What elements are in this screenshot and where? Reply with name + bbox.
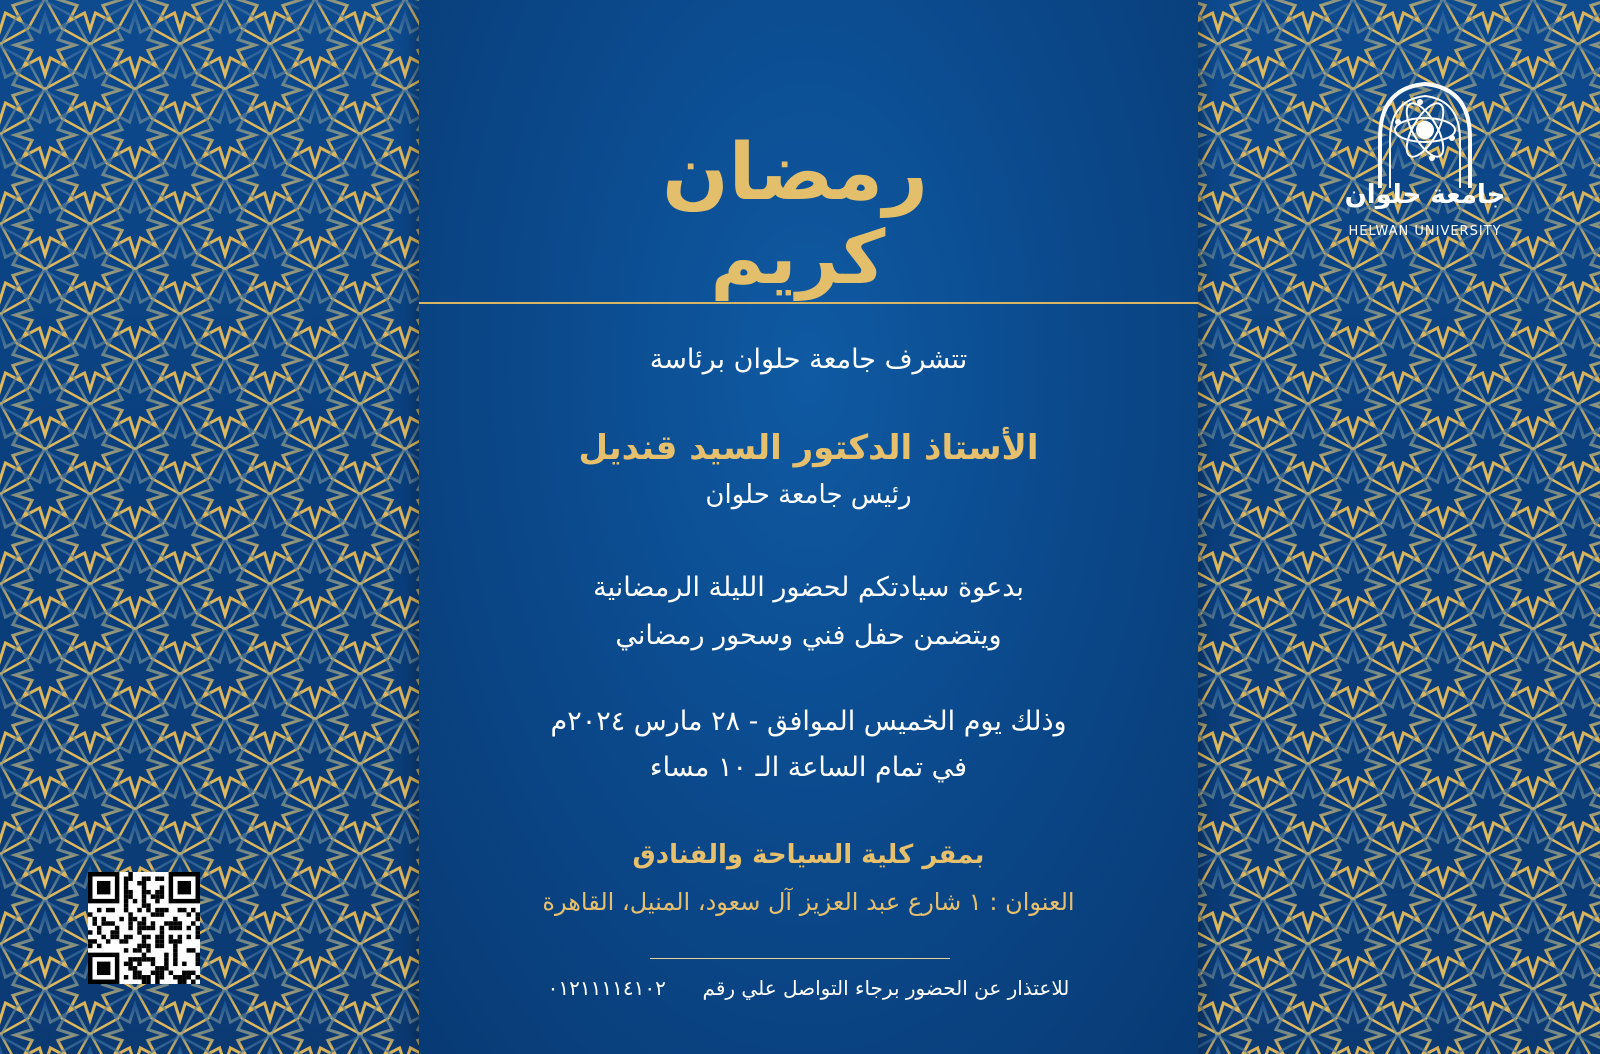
qr-module	[182, 980, 186, 984]
qr-module	[182, 975, 186, 979]
pattern-star	[195, 1005, 255, 1054]
pattern-star	[1198, 420, 1248, 480]
qr-module	[191, 971, 195, 975]
invitation-line2: ويتضمن حفل فني وسحور رمضاني	[615, 620, 1002, 651]
qr-module	[151, 962, 155, 966]
qr-module	[187, 912, 191, 916]
qr-module	[173, 953, 177, 957]
qr-module	[133, 917, 137, 921]
pattern-star	[1593, 645, 1600, 705]
qr-module	[164, 908, 168, 912]
qr-module	[124, 903, 128, 907]
pattern-star	[375, 285, 419, 345]
qr-module	[142, 980, 146, 984]
qr-module	[160, 912, 164, 916]
qr-module	[128, 926, 132, 930]
pattern-star	[1198, 780, 1248, 840]
qr-module	[164, 921, 168, 925]
qr-module	[164, 953, 168, 957]
qr-module	[137, 971, 141, 975]
pattern-star	[1198, 375, 1203, 435]
pattern-star	[375, 555, 419, 615]
pattern-star	[1198, 330, 1248, 390]
pattern-star	[105, 1005, 165, 1054]
qr-module	[146, 908, 150, 912]
qr-module	[106, 921, 110, 925]
time-line: في تمام الساعة الـ ١٠ مساء	[649, 752, 968, 783]
qr-module	[128, 935, 132, 939]
pattern-star	[1548, 1050, 1600, 1054]
qr-module	[133, 966, 137, 970]
qr-module	[151, 957, 155, 961]
qr-module	[169, 935, 173, 939]
pattern-star	[375, 15, 419, 75]
qr-module	[101, 921, 105, 925]
qr-module	[178, 926, 182, 930]
qr-module	[137, 908, 141, 912]
qr-module	[173, 957, 177, 961]
pattern-star	[1198, 870, 1248, 930]
pattern-star	[1233, 1005, 1293, 1054]
qr-finder-center	[97, 962, 110, 975]
host-title: رئيس جامعة حلوان	[705, 480, 912, 510]
qr-module	[137, 975, 141, 979]
qr-module	[124, 885, 128, 889]
qr-module	[146, 944, 150, 948]
qr-module	[187, 971, 191, 975]
helwan-university-logo-icon	[1340, 78, 1510, 248]
qr-module	[115, 930, 119, 934]
qr-module	[119, 917, 123, 921]
pattern-star	[1198, 240, 1248, 300]
qr-module	[151, 912, 155, 916]
qr-module	[128, 921, 132, 925]
qr-module	[137, 944, 141, 948]
qr-module	[142, 890, 146, 894]
qr-module	[88, 930, 92, 934]
qr-module	[151, 926, 155, 930]
qr-module	[155, 890, 159, 894]
qr-module	[160, 890, 164, 894]
intro-text: تتشرف جامعة حلوان برئاسة	[649, 344, 968, 375]
pattern-star	[1278, 1050, 1338, 1054]
qr-module	[133, 971, 137, 975]
qr-module	[128, 894, 132, 898]
qr-module	[142, 975, 146, 979]
qr-module	[101, 935, 105, 939]
qr-module	[155, 912, 159, 916]
pattern-star	[1198, 915, 1203, 975]
qr-module	[182, 962, 186, 966]
qr-module	[160, 894, 164, 898]
qr-module	[155, 944, 159, 948]
qr-module	[124, 948, 128, 952]
pattern-star	[375, 375, 419, 435]
qr-module	[146, 935, 150, 939]
qr-module	[142, 903, 146, 907]
qr-module	[115, 935, 119, 939]
qr-module	[155, 899, 159, 903]
qr-module	[187, 926, 191, 930]
qr-module	[128, 876, 132, 880]
pattern-star	[240, 1050, 300, 1054]
rsvp-label: للاعتذار عن الحضور برجاء التواصل علي رقم	[702, 976, 1070, 1000]
qr-module	[101, 917, 105, 921]
qr-module	[137, 948, 141, 952]
qr-module	[110, 908, 114, 912]
qr-module	[106, 939, 110, 943]
qr-module	[92, 917, 96, 921]
qr-module	[142, 935, 146, 939]
qr-module	[142, 957, 146, 961]
pattern-star	[1413, 1005, 1473, 1054]
pattern-star	[1593, 825, 1600, 885]
qr-module	[196, 917, 200, 921]
qr-module	[160, 975, 164, 979]
qr-module	[142, 876, 146, 880]
qr-module	[151, 921, 155, 925]
qr-module	[142, 921, 146, 925]
logo-name-english: HELWAN UNIVERSITY	[1348, 224, 1502, 239]
qr-module	[137, 930, 141, 934]
pattern-star	[1593, 465, 1600, 525]
qr-module	[155, 908, 159, 912]
qr-module	[142, 885, 146, 889]
qr-module	[128, 912, 132, 916]
gold-divider-bottom	[650, 958, 950, 959]
qr-module	[164, 966, 168, 970]
qr-module	[160, 926, 164, 930]
pattern-star	[1198, 285, 1203, 345]
ramadan-kareem-calligraphy	[662, 128, 928, 301]
venue-line: بمقر كلية السياحة والفنادق	[632, 840, 985, 870]
pattern-star	[1323, 1005, 1383, 1054]
qr-module	[169, 971, 173, 975]
pattern-star	[1593, 285, 1600, 345]
qr-module	[178, 921, 182, 925]
pattern-star	[1458, 1050, 1518, 1054]
qr-module	[155, 971, 159, 975]
qr-module	[146, 926, 150, 930]
qr-module	[160, 930, 164, 934]
qr-module	[142, 894, 146, 898]
qr-module	[164, 962, 168, 966]
qr-module	[169, 926, 173, 930]
qr-finder-center	[97, 881, 110, 894]
qr-module	[178, 980, 182, 984]
qr-module	[196, 962, 200, 966]
pattern-star	[285, 1005, 345, 1054]
qr-module	[110, 935, 114, 939]
qr-module	[124, 939, 128, 943]
qr-module	[191, 921, 195, 925]
rsvp-phone[interactable]: ٠١٢١١١١٤١٠٢	[547, 976, 666, 1000]
left-pattern-panel	[0, 0, 419, 1054]
qr-module	[124, 935, 128, 939]
qr-module	[169, 939, 173, 943]
qr-module	[133, 899, 137, 903]
pattern-star	[1503, 1005, 1563, 1054]
pattern-star	[1593, 555, 1600, 615]
qr-module	[97, 930, 101, 934]
qr-module	[160, 876, 164, 880]
qr-module	[97, 944, 101, 948]
qr-module	[146, 948, 150, 952]
qr-module	[160, 908, 164, 912]
qr-module	[155, 876, 159, 880]
pattern-star	[1198, 60, 1248, 120]
pattern-star	[1198, 690, 1248, 750]
qr-module	[169, 921, 173, 925]
qr-module	[178, 935, 182, 939]
qr-module	[173, 948, 177, 952]
pattern-star	[375, 195, 419, 255]
pattern-star	[375, 465, 419, 525]
qr-module	[196, 930, 200, 934]
qr-module	[124, 881, 128, 885]
qr-module	[110, 921, 114, 925]
pattern-star	[1198, 645, 1203, 705]
qr-module	[137, 926, 141, 930]
qr-module	[97, 908, 101, 912]
qr-module	[137, 962, 141, 966]
qr-module	[151, 971, 155, 975]
qr-module	[142, 881, 146, 885]
qr-module	[151, 894, 155, 898]
qr-module	[182, 908, 186, 912]
qr-module	[155, 894, 159, 898]
pattern-star	[150, 1050, 210, 1054]
qr-module	[173, 939, 177, 943]
qr-code-icon[interactable]	[88, 872, 200, 984]
pattern-star	[1593, 195, 1600, 255]
qr-module	[173, 962, 177, 966]
qr-module	[88, 944, 92, 948]
qr-module	[173, 926, 177, 930]
qr-module	[128, 872, 132, 876]
qr-module	[191, 980, 195, 984]
host-name: الأستاذ الدكتور السيد قنديل	[578, 428, 1039, 468]
qr-module	[196, 926, 200, 930]
qr-module	[160, 885, 164, 889]
qr-module	[191, 908, 195, 912]
pattern-star	[1198, 555, 1203, 615]
pattern-star	[1198, 825, 1203, 885]
qr-module	[124, 975, 128, 979]
pattern-star	[1593, 915, 1600, 975]
qr-finder-center	[178, 881, 191, 894]
pattern-star	[1198, 510, 1248, 570]
qr-module	[124, 876, 128, 880]
pattern-star	[1198, 150, 1248, 210]
qr-module	[124, 899, 128, 903]
qr-module	[110, 930, 114, 934]
qr-module	[142, 939, 146, 943]
pattern-star	[375, 735, 419, 795]
date-line: وذلك يوم الخميس الموافق - ٢٨ مارس ٢٠٢٤م	[550, 706, 1067, 737]
qr-module	[124, 962, 128, 966]
qr-module	[173, 944, 177, 948]
qr-module	[146, 975, 150, 979]
qr-module	[124, 890, 128, 894]
qr-module	[160, 935, 164, 939]
qr-module	[146, 957, 150, 961]
qr-module	[142, 917, 146, 921]
qr-module	[196, 953, 200, 957]
qr-module	[124, 908, 128, 912]
qr-module	[92, 939, 96, 943]
qr-module	[173, 975, 177, 979]
pattern-star	[1198, 195, 1203, 255]
qr-module	[133, 948, 137, 952]
rsvp-line	[419, 976, 1198, 1000]
qr-module	[133, 975, 137, 979]
qr-module	[187, 975, 191, 979]
qr-module	[182, 971, 186, 975]
address-line: العنوان : ١ شارع عبد العزيز آل سعود، المنيل، القاهرة	[542, 888, 1075, 916]
qr-module	[124, 894, 128, 898]
qr-module	[128, 962, 132, 966]
qr-module	[196, 975, 200, 979]
qr-module	[88, 912, 92, 916]
qr-module	[146, 890, 150, 894]
qr-module	[106, 908, 110, 912]
pattern-star	[330, 1050, 390, 1054]
qr-module	[164, 957, 168, 961]
pattern-star	[1198, 600, 1248, 660]
calligraphy-line1: رمضان	[662, 128, 928, 218]
qr-module	[196, 957, 200, 961]
qr-module	[142, 953, 146, 957]
qr-module	[142, 944, 146, 948]
qr-code-graphic	[88, 872, 200, 984]
logo-name-arabic: جامعة حلوان	[1344, 180, 1506, 210]
qr-module	[178, 908, 182, 912]
qr-module	[146, 980, 150, 984]
islamic-pattern-left	[0, 0, 419, 1054]
pattern-star	[1198, 15, 1203, 75]
pattern-star	[375, 105, 419, 165]
qr-module	[119, 939, 123, 943]
qr-module	[173, 921, 177, 925]
qr-module	[115, 926, 119, 930]
qr-module	[142, 926, 146, 930]
invitation-line1: بدعوة سيادتكم لحضور الليلة الرمضانية	[593, 572, 1024, 603]
pattern-star	[1593, 15, 1600, 75]
qr-module	[128, 890, 132, 894]
qr-module	[178, 939, 182, 943]
qr-module	[128, 917, 132, 921]
pattern-star	[375, 825, 419, 885]
qr-module	[146, 876, 150, 880]
qr-module	[155, 980, 159, 984]
qr-module	[92, 921, 96, 925]
qr-module	[88, 939, 92, 943]
qr-module	[137, 921, 141, 925]
qr-module	[160, 966, 164, 970]
qr-module	[178, 975, 182, 979]
calligraphy-line2: كريم	[710, 215, 886, 301]
pattern-star	[1593, 735, 1600, 795]
pattern-star	[1198, 960, 1248, 1020]
qr-module	[160, 944, 164, 948]
pattern-star	[375, 915, 419, 975]
qr-module	[137, 957, 141, 961]
qr-module	[128, 957, 132, 961]
pattern-star	[1368, 1050, 1428, 1054]
pattern-star	[15, 1005, 75, 1054]
qr-module	[155, 939, 159, 943]
pattern-star	[1593, 375, 1600, 435]
qr-module	[97, 926, 101, 930]
qr-module	[155, 966, 159, 970]
qr-module	[142, 899, 146, 903]
qr-module	[128, 966, 132, 970]
qr-module	[196, 912, 200, 916]
qr-module	[146, 903, 150, 907]
qr-module	[173, 917, 177, 921]
pattern-star	[1198, 105, 1203, 165]
qr-module	[155, 975, 159, 979]
qr-module	[187, 948, 191, 952]
pattern-star	[60, 1050, 120, 1054]
qr-module	[187, 935, 191, 939]
pattern-star	[1198, 735, 1203, 795]
qr-module	[155, 935, 159, 939]
pattern-star	[375, 645, 419, 705]
pattern-star	[1593, 105, 1600, 165]
qr-module	[137, 881, 141, 885]
qr-module	[133, 957, 137, 961]
gold-divider-top	[419, 302, 1198, 304]
qr-module	[160, 971, 164, 975]
qr-module	[191, 948, 195, 952]
qr-module	[160, 939, 164, 943]
pattern-star	[1198, 465, 1203, 525]
qr-module	[196, 935, 200, 939]
